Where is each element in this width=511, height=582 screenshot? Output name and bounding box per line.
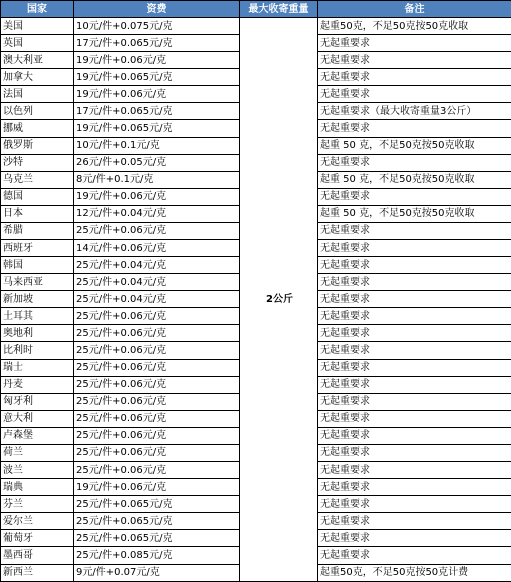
fee-cell: 25元/件+0.06元/克: [74, 222, 240, 239]
fee-cell: 19元/件+0.065元/克: [74, 69, 240, 86]
note-cell: 无起重要求: [318, 479, 511, 496]
country-cell: 瑞士: [1, 359, 74, 376]
country-cell: 爱尔兰: [1, 513, 74, 530]
note-cell: 无起重要求: [318, 393, 511, 410]
note-cell: 无起重要求: [318, 342, 511, 359]
fee-cell: 26元/件+0.05元/克: [74, 154, 240, 171]
note-cell: 无起重要求: [318, 359, 511, 376]
country-cell: 墨西哥: [1, 547, 74, 564]
note-cell: 无起重要求: [318, 69, 511, 86]
note-cell: 无起重要求: [318, 410, 511, 427]
table-body: [1, 18, 511, 582]
country-cell: 美国: [1, 18, 74, 35]
country-cell: 挪威: [1, 120, 74, 137]
fee-cell: 25元/件+0.04元/克: [74, 257, 240, 274]
note-cell: 起重 50 克，不足50克按50克收取: [318, 171, 511, 188]
note-cell: 无起重要求: [318, 444, 511, 461]
country-cell: 西班牙: [1, 240, 74, 257]
fee-cell: 17元/件+0.065元/克: [74, 35, 240, 52]
fee-cell: 25元/件+0.06元/克: [74, 359, 240, 376]
note-cell: 无起重要求: [318, 513, 511, 530]
fee-cell: 19元/件+0.06元/克: [74, 188, 240, 205]
fee-cell: 19元/件+0.06元/克: [74, 86, 240, 103]
country-cell: 葡萄牙: [1, 530, 74, 547]
country-cell: 法国: [1, 86, 74, 103]
country-cell: 日本: [1, 205, 74, 222]
country-cell: 马来西亚: [1, 274, 74, 291]
note-cell: 无起重要求: [318, 530, 511, 547]
table-header: [1, 1, 511, 18]
note-cell: 无起重要求: [318, 120, 511, 137]
note-cell: 无起重要求: [318, 376, 511, 393]
fee-cell: 9元/件+0.07元/克: [74, 564, 240, 582]
country-cell: 意大利: [1, 410, 74, 427]
country-cell: 奥地利: [1, 325, 74, 342]
note-cell: 无起重要求: [318, 86, 511, 103]
fee-cell: 25元/件+0.06元/克: [74, 325, 240, 342]
note-cell: 无起重要求: [318, 35, 511, 52]
country-cell: 丹麦: [1, 376, 74, 393]
country-cell: 韩国: [1, 257, 74, 274]
header-notes: 备注: [318, 1, 511, 18]
note-cell: 无起重要求: [318, 274, 511, 291]
country-cell: 新西兰: [1, 564, 74, 582]
note-cell: 无起重要求: [318, 462, 511, 479]
country-cell: 以色列: [1, 103, 74, 120]
note-cell: 起重 50 克，不足50克按50克收取: [318, 137, 511, 154]
note-cell: 无起重要求: [318, 325, 511, 342]
fee-cell: 14元/件+0.06元/克: [74, 240, 240, 257]
header-row: [1, 1, 511, 18]
country-cell: 卢森堡: [1, 427, 74, 444]
note-cell: 起重50克，不足50克按50克收取: [318, 18, 511, 35]
fee-cell: 10元/件+0.1元/克: [74, 137, 240, 154]
fee-cell: 25元/件+0.06元/克: [74, 342, 240, 359]
fee-cell: 25元/件+0.04元/克: [74, 291, 240, 308]
country-cell: 土耳其: [1, 308, 74, 325]
country-cell: 波兰: [1, 462, 74, 479]
fee-cell: 12元/件+0.04元/克: [74, 205, 240, 222]
fee-cell: 17元/件+0.065元/克: [74, 103, 240, 120]
note-cell: 无起重要求: [318, 496, 511, 513]
fee-cell: 25元/件+0.085元/克: [74, 547, 240, 564]
note-cell: 无起重要求: [318, 188, 511, 205]
fee-cell: 25元/件+0.06元/克: [74, 410, 240, 427]
header-max-weight: 最大收寄重量: [240, 1, 318, 18]
country-cell: 匈牙利: [1, 393, 74, 410]
country-cell: 瑞典: [1, 479, 74, 496]
country-cell: 荷兰: [1, 444, 74, 461]
country-cell: 乌克兰: [1, 171, 74, 188]
note-cell: 无起重要求: [318, 291, 511, 308]
fee-cell: 10元/件+0.075元/克: [74, 18, 240, 35]
fee-cell: 25元/件+0.06元/克: [74, 427, 240, 444]
fee-cell: 25元/件+0.06元/克: [74, 444, 240, 461]
fee-cell: 19元/件+0.06元/克: [74, 479, 240, 496]
country-cell: 沙特: [1, 154, 74, 171]
country-cell: 俄罗斯: [1, 137, 74, 154]
header-country: 国家: [1, 1, 74, 18]
fee-cell: 19元/件+0.06元/克: [74, 52, 240, 69]
note-cell: 无起重要求: [318, 222, 511, 239]
country-cell: 澳大利亚: [1, 52, 74, 69]
fee-cell: 25元/件+0.06元/克: [74, 462, 240, 479]
country-cell: 德国: [1, 188, 74, 205]
note-cell: 无起重要求: [318, 308, 511, 325]
note-cell: 起重50克，不足50克按50克计费: [318, 564, 511, 582]
header-fee: 资费: [74, 1, 240, 18]
country-cell: 新加坡: [1, 291, 74, 308]
country-cell: 英国: [1, 35, 74, 52]
fee-cell: 25元/件+0.065元/克: [74, 496, 240, 513]
fee-cell: 19元/件+0.065元/克: [74, 120, 240, 137]
fee-cell: 25元/件+0.065元/克: [74, 513, 240, 530]
note-cell: 无起重要求: [318, 52, 511, 69]
note-cell: 起重 50 克，不足50克按50克收取: [318, 205, 511, 222]
fee-cell: 8元/件+0.1元/克: [74, 171, 240, 188]
note-cell: 无起重要求: [318, 547, 511, 564]
fee-cell: 25元/件+0.06元/克: [74, 393, 240, 410]
country-cell: 比利时: [1, 342, 74, 359]
note-cell: 无起重要求: [318, 257, 511, 274]
fee-cell: 25元/件+0.06元/克: [74, 308, 240, 325]
country-cell: 加拿大: [1, 69, 74, 86]
fee-cell: 25元/件+0.04元/克: [74, 274, 240, 291]
fee-cell: 25元/件+0.06元/克: [74, 376, 240, 393]
note-cell: 无起重要求（最大收寄重量3公斤）: [318, 103, 511, 120]
note-cell: 无起重要求: [318, 240, 511, 257]
note-cell: 无起重要求: [318, 154, 511, 171]
country-cell: 希腊: [1, 222, 74, 239]
max-weight-cell: 2公斤: [240, 18, 318, 582]
country-cell: 芬兰: [1, 496, 74, 513]
fee-cell: 25元/件+0.065元/克: [74, 530, 240, 547]
note-cell: 无起重要求: [318, 427, 511, 444]
table-row: [1, 18, 511, 35]
